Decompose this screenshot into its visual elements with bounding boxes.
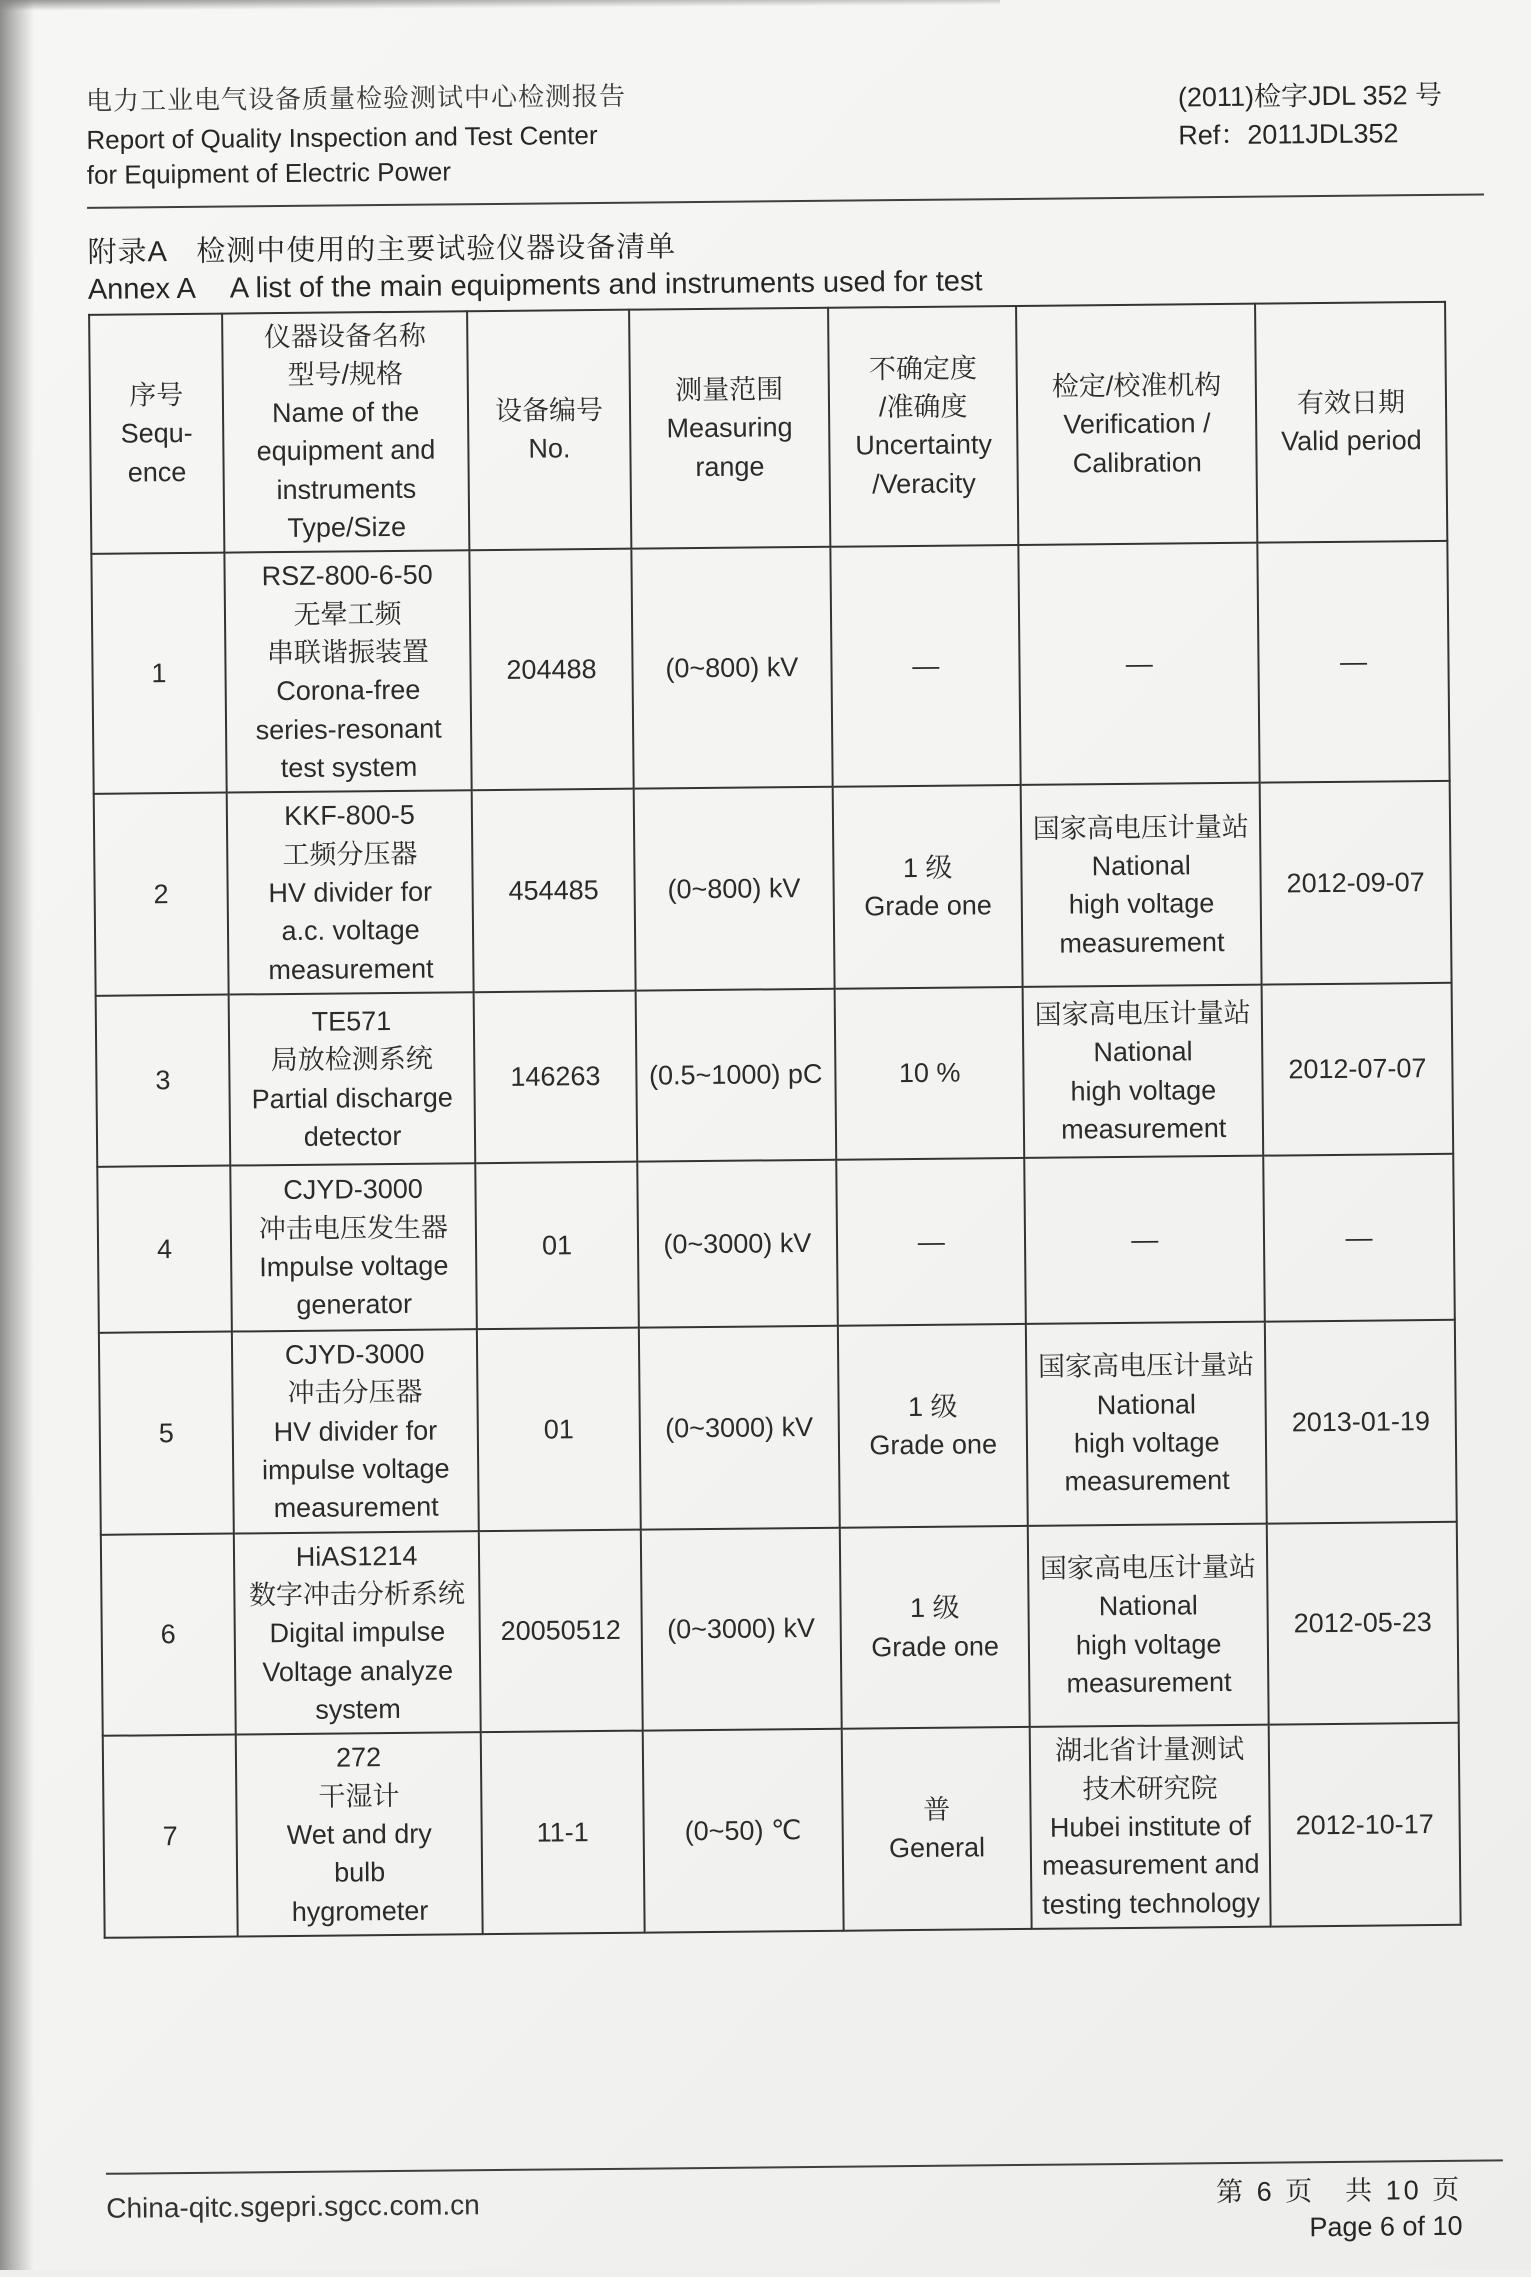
page-number-cn: 第 6 页 共 10 页 — [1215, 2174, 1463, 2208]
cell-name: TE571 局放检测系统 Partial discharge detector — [229, 992, 476, 1165]
table-header-row — [89, 301, 1447, 554]
cell-verification: 湖北省计量测试 技术研究院 Hubei institute of measurement and testing technology — [1030, 1725, 1271, 1929]
cell-seq: 3 — [96, 995, 231, 1167]
cell-seq: 4 — [97, 1166, 231, 1333]
cell-uncertainty: — — [836, 1158, 1026, 1326]
equipment-table — [88, 300, 1462, 1938]
cell-valid: — — [1263, 1154, 1454, 1322]
cell-range: (0~800) kV — [633, 787, 834, 991]
cell-range: (0~3000) kV — [640, 1527, 841, 1731]
cell-range: (0.5~1000) pC — [635, 989, 836, 1162]
cell-no: 11-1 — [481, 1731, 644, 1934]
cell-name: 272 干湿计 Wet and dry bulb hygrometer — [236, 1733, 483, 1937]
report-header-titles — [86, 79, 627, 193]
report-ref-cn: (2011)检字JDL 352 号 — [1177, 79, 1443, 113]
report-ref-en: Ref：2011JDL352 — [1178, 118, 1399, 151]
header-divider — [87, 194, 1484, 209]
cell-uncertainty: 1 级 Grade one — [838, 1324, 1028, 1527]
col-header-range: 测量范围 Measuring range — [629, 307, 831, 549]
cell-verification: — — [1025, 1156, 1265, 1324]
cell-verification: 国家高电压计量站 National high voltage measurement — [1021, 783, 1262, 987]
cell-verification: 国家高电压计量站 National high voltage measurement — [1026, 1322, 1267, 1526]
cell-no: 454485 — [472, 789, 635, 992]
cell-seq: 6 — [101, 1533, 236, 1736]
cell-no: 20050512 — [479, 1529, 642, 1732]
table-row — [99, 1320, 1457, 1535]
cell-name: RSZ-800-6-50 无晕工频 串联谐振装置 Corona-free series-resonant test system — [224, 551, 472, 793]
cell-uncertainty: — — [830, 545, 1021, 787]
cell-no: 01 — [477, 1328, 640, 1531]
page-footer — [106, 2160, 1463, 2258]
cell-valid: — — [1257, 541, 1449, 783]
report-reference — [1178, 71, 1443, 155]
cell-seq: 1 — [91, 553, 226, 794]
cell-name: CJYD-3000 冲击分压器 HV divider for impulse voltage measurement — [232, 1329, 479, 1533]
cell-valid: 2012-05-23 — [1267, 1522, 1459, 1725]
report-header — [86, 71, 1443, 193]
cell-range: (0~3000) kV — [639, 1326, 840, 1530]
col-header-name: 仪器设备名称 型号/规格 Name of the equipment and instruments Type/Size — [222, 311, 470, 553]
annex-title-cn: 附录A 检测中使用的主要试验仪器设备清单 — [87, 231, 677, 270]
cell-no: 01 — [476, 1162, 639, 1330]
cell-valid: 2013-01-19 — [1265, 1320, 1457, 1523]
cell-valid: 2012-09-07 — [1260, 781, 1452, 984]
page-number-block — [1216, 2172, 1463, 2247]
col-header-verification: 检定/校准机构 Verification / Calibration — [1017, 303, 1258, 545]
cell-seq: 5 — [99, 1332, 234, 1535]
cell-name: CJYD-3000 冲击电压发生器 Impulse voltage generator — [230, 1163, 477, 1331]
footer-content — [106, 2172, 1463, 2258]
cell-uncertainty: 普 General — [842, 1727, 1032, 1930]
table-row — [91, 541, 1449, 794]
table-row — [97, 1154, 1455, 1333]
page-number-en: Page 6 of 10 — [1309, 2211, 1463, 2243]
cell-uncertainty: 1 级 Grade one — [833, 785, 1023, 988]
report-title-en-line2: for Equipment of Electric Power — [86, 156, 452, 191]
annex-title-block — [87, 222, 1444, 309]
cell-seq: 7 — [103, 1735, 238, 1938]
cell-no: 146263 — [474, 991, 637, 1164]
cell-valid: 2012-07-07 — [1262, 983, 1454, 1156]
col-header-no: 设备编号 No. — [467, 309, 631, 551]
cell-verification: 国家高电压计量站 National high voltage measurement — [1023, 985, 1263, 1158]
table-row — [101, 1522, 1459, 1737]
cell-verification: — — [1019, 543, 1260, 785]
cell-verification: 国家高电压计量站 National high voltage measurement — [1028, 1523, 1269, 1727]
cell-no: 204488 — [470, 549, 634, 791]
table-row — [94, 781, 1452, 996]
cell-range: (0~800) kV — [631, 547, 833, 789]
cell-range: (0~50) ℃ — [642, 1729, 843, 1933]
col-header-valid: 有效日期 Valid period — [1255, 301, 1447, 543]
footer-website: China-qitc.sgepri.sgcc.com.cn — [106, 2189, 480, 2224]
table-row — [96, 983, 1454, 1167]
col-header-uncertainty: 不确定度 /准确度 Uncertainty /Veracity — [828, 305, 1019, 547]
cell-uncertainty: 1 级 Grade one — [840, 1526, 1030, 1729]
cell-uncertainty: 10 % — [835, 987, 1025, 1160]
annex-title-en: Annex A A list of the main equipments and instruments used for test — [87, 265, 983, 307]
cell-seq: 2 — [94, 793, 229, 996]
cell-valid: 2012-10-17 — [1269, 1723, 1461, 1926]
col-header-sequence: 序号 Sequ- ence — [89, 313, 224, 554]
cell-range: (0~3000) kV — [637, 1160, 838, 1328]
report-title-en-line1: Report of Quality Inspection and Test Center — [86, 120, 598, 155]
report-title-cn: 电力工业电气设备质量检验测试中心检测报告 — [85, 80, 627, 116]
cell-name: KKF-800-5 工频分压器 HV divider for a.c. voltage measurement — [227, 791, 474, 995]
cell-name: HiAS1214 数字冲击分析系统 Digital impulse Voltage analyze system — [234, 1531, 481, 1735]
table-row — [103, 1723, 1461, 1938]
